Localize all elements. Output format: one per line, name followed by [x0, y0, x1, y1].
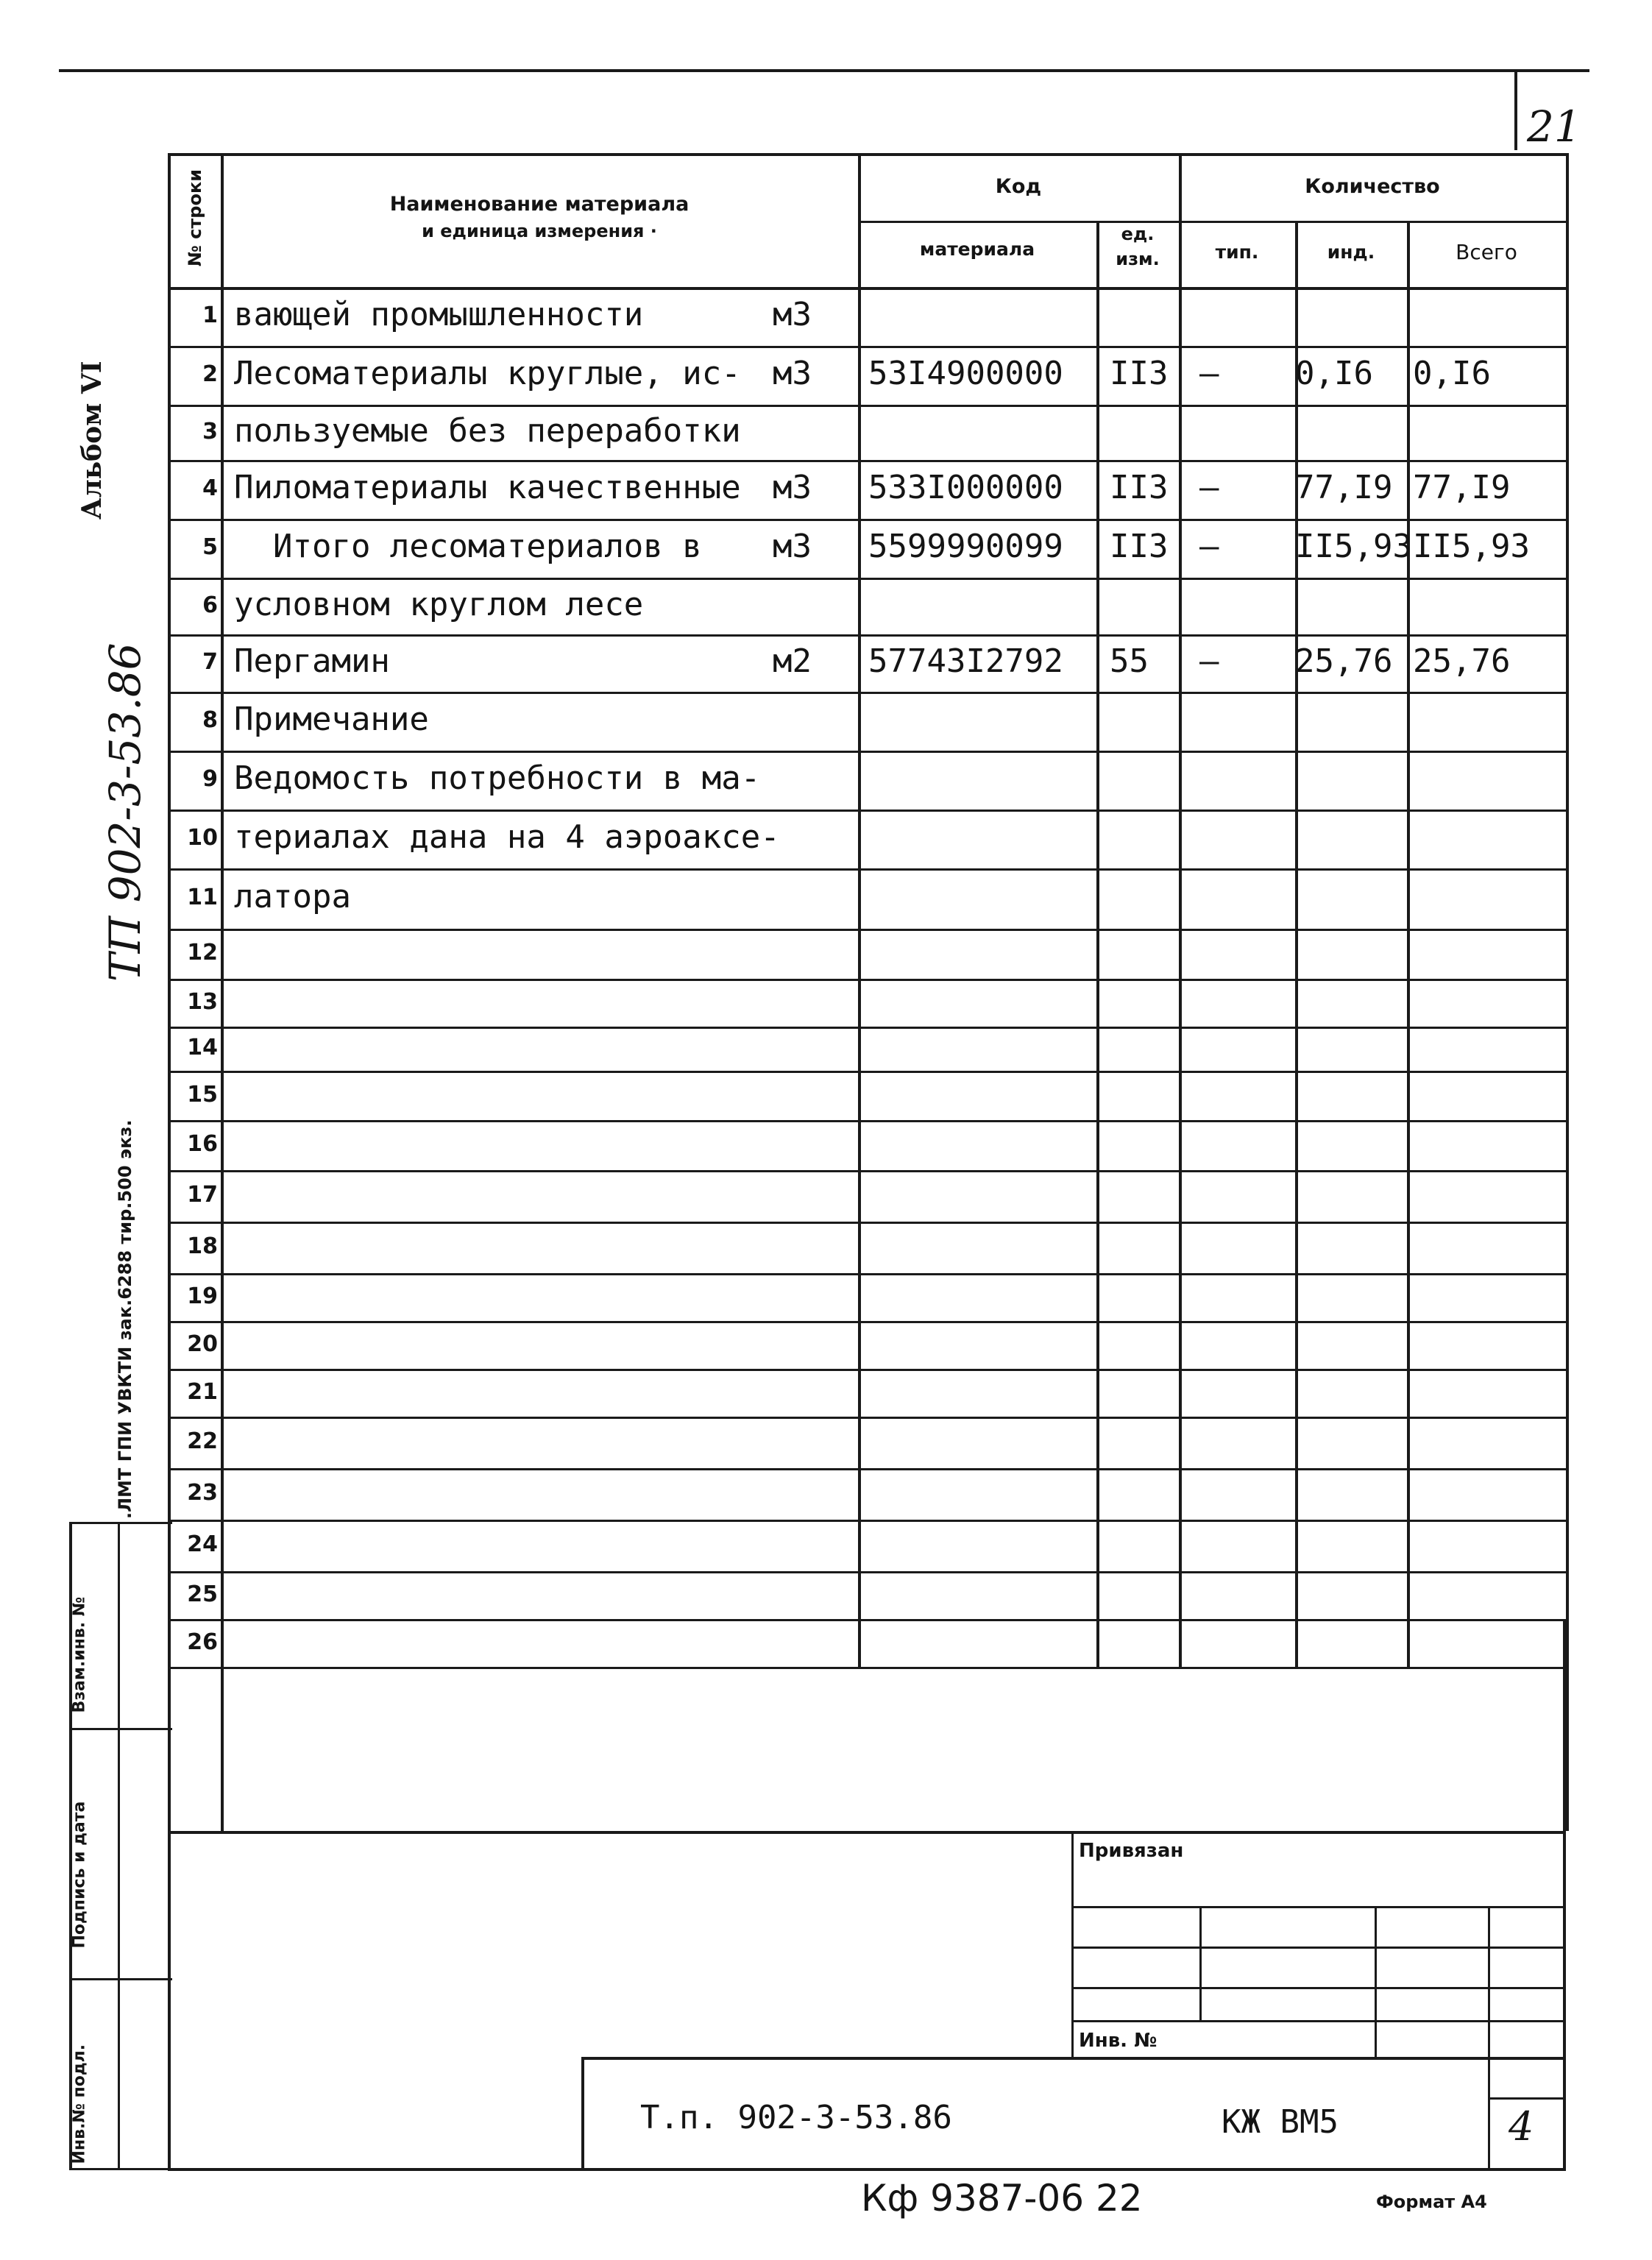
sheet-number: 21 [1527, 102, 1581, 152]
row-number: 26 [187, 1629, 218, 1655]
project-code-handwritten: ТП 902-3-53.86 [100, 642, 150, 982]
row-number: 8 [202, 706, 218, 733]
qty-typical: – [1199, 354, 1219, 392]
format-label: Формат А4 [1376, 2192, 1487, 2212]
header-name-line1: Наименование материала [389, 193, 689, 216]
row-number: 13 [187, 988, 218, 1015]
material-name: Примечание [234, 700, 429, 738]
row-number: 16 [187, 1130, 218, 1157]
qty-typical: – [1199, 527, 1219, 565]
header-row-number: № строки [185, 169, 205, 267]
row-number: 25 [187, 1581, 218, 1607]
header-unit-line1: ед. [1121, 224, 1155, 244]
document-mark: КЖ ВМ5 [1222, 2103, 1339, 2141]
material-name: Итого лесоматериалов в [234, 527, 702, 565]
row-number: 3 [202, 418, 218, 444]
row-number: 15 [187, 1081, 218, 1108]
qty-total: 77,I9 [1413, 468, 1511, 506]
row-number: 10 [187, 824, 218, 851]
stamp-signature-date: Подпись и дата [70, 1801, 89, 1949]
header-material: материала [919, 238, 1035, 260]
row-number: 9 [202, 765, 218, 792]
row-number: 11 [187, 884, 218, 910]
row-number: 4 [202, 475, 218, 501]
bound-label: Привязан [1079, 1840, 1184, 1862]
material-name: Пиломатериалы качественные [234, 468, 741, 506]
material-code: 53I4900000 [868, 354, 1063, 392]
stamp-replacement-inv: Взам.инв. № [70, 1596, 89, 1713]
material-unit: м3 [773, 354, 812, 392]
sheet-count: 4 [1509, 2103, 1534, 2150]
header-code: Код [995, 175, 1042, 198]
row-number: 17 [187, 1181, 218, 1208]
inventory-label: Инв. № [1079, 2030, 1158, 2052]
material-unit: м3 [773, 468, 812, 506]
row-number: 23 [187, 1479, 218, 1506]
row-number: 20 [187, 1331, 218, 1357]
stamp-original-inv: Инв.№ подл. [70, 2044, 89, 2164]
material-name: латора [234, 877, 351, 915]
header-typical: тип. [1215, 241, 1259, 263]
material-unit: м3 [773, 527, 812, 565]
project-number: Т.п. 902-3-53.86 [640, 2099, 952, 2136]
unit-code: II3 [1110, 468, 1169, 506]
qty-total: 0,I6 [1413, 354, 1491, 392]
row-number: 18 [187, 1233, 218, 1259]
material-name: Лесоматериалы круглые, ис- [234, 354, 741, 392]
material-name: вающей промышленности [234, 295, 644, 333]
row-number: 6 [202, 592, 218, 618]
material-name: условном круглом лесе [234, 585, 644, 623]
material-name: териалах дана на 4 аэроаксе- [234, 818, 780, 856]
material-name: пользуемые без переработки [234, 411, 741, 450]
material-code: 57743I2792 [868, 642, 1063, 680]
material-code: 533I000000 [868, 468, 1063, 506]
qty-individual: 0,I6 [1295, 354, 1373, 392]
qty-typical: – [1199, 468, 1219, 506]
material-name: Пергамин [234, 642, 390, 680]
row-number: 22 [187, 1428, 218, 1454]
row-number: 1 [202, 302, 218, 328]
qty-individual: 77,I9 [1295, 468, 1393, 506]
row-number: 24 [187, 1531, 218, 1557]
header-quantity: Количество [1305, 175, 1440, 198]
row-number: 5 [202, 534, 218, 560]
row-number: 14 [187, 1034, 218, 1060]
row-number: 19 [187, 1283, 218, 1309]
print-info: .ЛМТ ГПИ УВКТИ зак.6288 тир.500 экз. [115, 1119, 135, 1519]
qty-total: II5,93 [1413, 527, 1530, 565]
qty-individual: 25,76 [1295, 642, 1393, 680]
qty-total: 25,76 [1413, 642, 1511, 680]
qty-typical: – [1199, 642, 1219, 680]
material-unit: м2 [773, 642, 812, 680]
row-number: 21 [187, 1378, 218, 1405]
qty-individual: II5,93 [1295, 527, 1412, 565]
row-number: 2 [202, 361, 218, 387]
header-name-line2: и единица измерения · [422, 221, 657, 241]
header-total: Всего [1456, 240, 1517, 264]
order-number: Кф 9387-06 22 [861, 2177, 1143, 2220]
header-unit-line2: изм. [1116, 249, 1160, 269]
unit-code: II3 [1110, 527, 1169, 565]
unit-code: 55 [1110, 642, 1149, 680]
material-unit: м3 [773, 295, 812, 333]
unit-code: II3 [1110, 354, 1169, 392]
album-label: Альбом VI [77, 361, 107, 520]
material-name: Ведомость потребности в ма- [234, 759, 761, 797]
row-number: 12 [187, 939, 218, 966]
row-number: 7 [202, 648, 218, 675]
material-code: 5599990099 [868, 527, 1063, 565]
header-individual: инд. [1327, 241, 1375, 263]
